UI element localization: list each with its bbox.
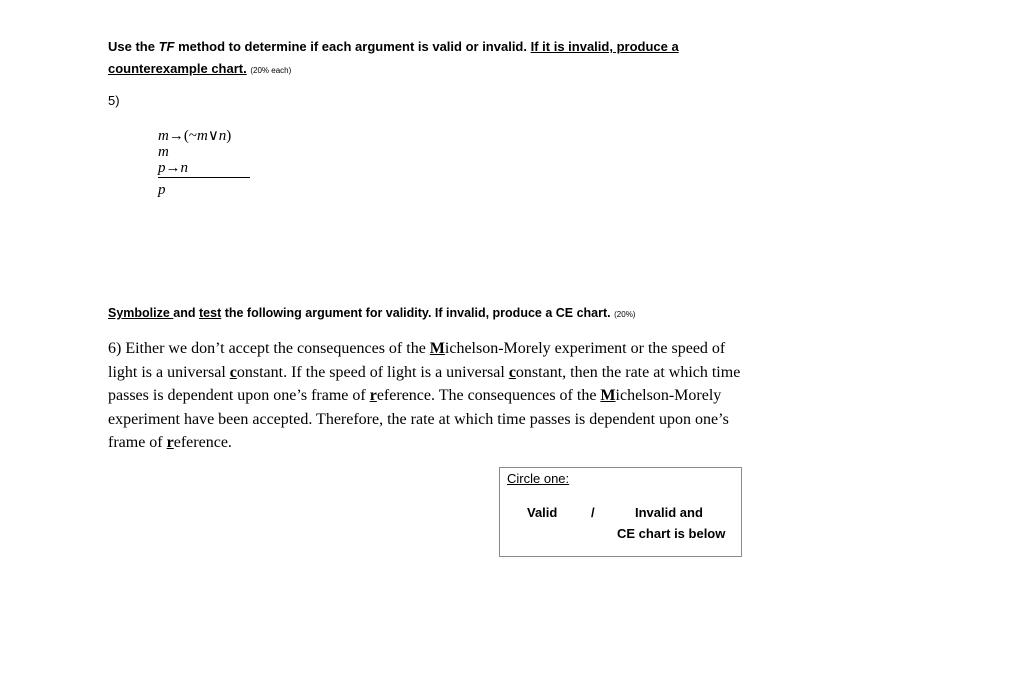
premise-3-n: n xyxy=(180,160,188,176)
instr-tf-abbrev: TF xyxy=(158,39,175,54)
q6-text-1: 6) Either we don’t accept the consequences of the xyxy=(108,340,430,357)
premise-1-op1: →(~ xyxy=(168,128,197,144)
instr-text-underlined: If it is invalid, produce a counterexample chart. xyxy=(108,39,679,76)
q6-key-r1: r xyxy=(369,387,377,404)
q6-key-m2: M xyxy=(600,387,616,404)
q6-key-m1: M xyxy=(429,340,445,357)
conclusion-rule-line xyxy=(158,177,250,178)
premise-1-op2: ∨ xyxy=(207,128,219,144)
question-5-number: 5) xyxy=(108,93,120,108)
option-invalid-line1[interactable]: Invalid and xyxy=(635,505,703,520)
q6-text-5: eference. The consequences of the xyxy=(376,387,601,404)
premise-3-p: p xyxy=(158,160,166,176)
conclusion: p xyxy=(158,182,166,198)
instructions-tf-method xyxy=(108,36,748,82)
premise-1-op3: ) xyxy=(226,128,232,144)
q6-key-c1: c xyxy=(229,363,237,381)
premise-2-m: m xyxy=(158,144,169,160)
premise-1-m: m xyxy=(158,128,169,144)
premise-1-n: n xyxy=(218,128,227,144)
instr-text-2: method to determine if each argument is valid or invalid. xyxy=(174,39,531,54)
instr2-and: and xyxy=(173,306,199,320)
option-separator: / xyxy=(591,505,595,520)
q6-text-3: onstant. If the speed of light is a universal xyxy=(236,363,509,381)
q6-text-2: ichelson-Morely experiment or the speed of light is a universal xyxy=(108,340,726,381)
instr-text-1: Use the xyxy=(108,39,159,54)
premise-3-op1: → xyxy=(165,160,181,176)
instr2-test: test xyxy=(199,306,222,320)
instr2-symbolize: Symbolize xyxy=(108,306,174,320)
q6-text-4: onstant, then the rate at which time passes is dependent upon one’s frame of xyxy=(108,363,741,404)
premise-3 xyxy=(158,160,188,177)
instructions-symbolize xyxy=(108,306,635,320)
q6-key-c2: c xyxy=(508,363,516,381)
premise-1 xyxy=(158,126,231,145)
answer-box-header: Circle one: xyxy=(507,471,570,486)
instr2-weight: (20%) xyxy=(614,310,636,319)
premise-2 xyxy=(158,144,169,161)
q6-text-6: ichelson-Morely experiment have been accepted. Therefore, the rate at which time passes is dependent upon one’s frame of xyxy=(108,387,729,451)
question-6-paragraph xyxy=(108,337,756,455)
option-valid[interactable]: Valid xyxy=(527,505,558,520)
q6-key-r2: r xyxy=(166,434,174,451)
q6-text-7: eference. xyxy=(173,434,232,451)
answer-circle-box xyxy=(499,467,742,557)
option-invalid-line2[interactable]: CE chart is below xyxy=(617,526,726,541)
premise-1-m2: m xyxy=(196,128,208,144)
instr2-rest: the following argument for validity. If invalid, produce a CE chart. xyxy=(221,306,611,320)
instr-weight: (20% each) xyxy=(250,66,292,75)
